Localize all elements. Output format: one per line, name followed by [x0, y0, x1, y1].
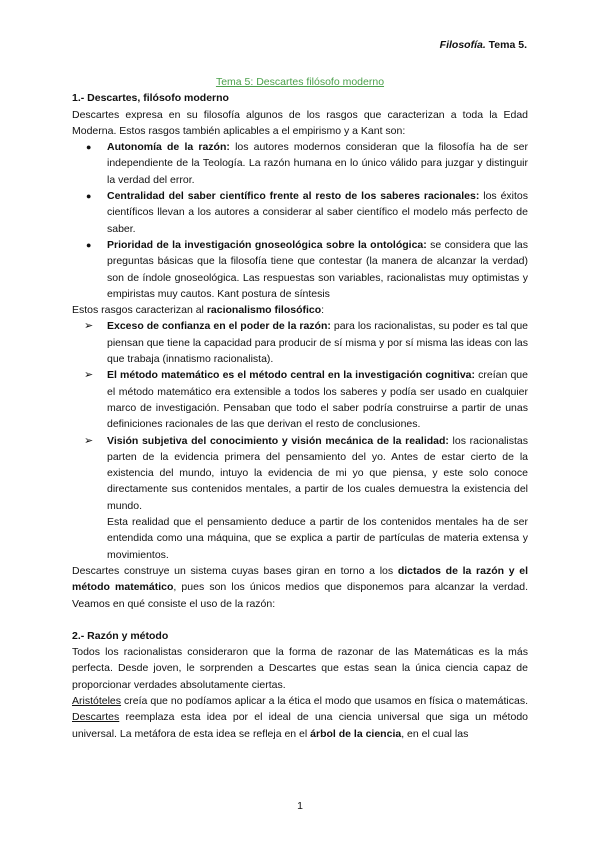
page-title: Tema 5: Descartes filósofo moderno: [215, 76, 385, 88]
section-2-paragraph-2: Aristóteles creía que no podíamos aplicar a la ética el modo que usamos en física o matemáticas. Descartes reemplaza esta idea por el ideal de una ciencia universal que siga un método universal. La metáfora de esta idea se refleja en el árbol de la ciencia, en el cual las: [72, 694, 528, 740]
list-item: ➢ Exceso de confianza en el poder de la razón: para los racionalistas, su poder es tal que piensan que tiene la capacidad para producir de sí misma y por sí misma las ideas con las que trabaja (innatismo racionalista).: [72, 318, 528, 367]
rationalism-traits-list: [72, 318, 528, 514]
header-subject: Filosofía.: [439, 39, 486, 51]
list-item: ● Centralidad del saber científico frente al resto de los saberes racionales: los éxitos científicos llevan a los autores a considerar al saber científico el modelo más perfecto de saber.: [72, 188, 528, 237]
document-body: [72, 74, 528, 742]
section-2-paragraph-1: Todos los racionalistas consideraron que la forma de razonar de las Matemáticas es la más perfecta. Desde joven, le sorprenden a Descartes que estas sean la única ciencia capaz de proporcionar verdades absolutamente ciertas.: [72, 646, 528, 691]
section-2-heading: 2.- Razón y método: [72, 629, 169, 642]
mechanical-reality-paragraph: Esta realidad que el pensamiento deduce a partir de los contenidos mentales ha de ser entendida como una máquina, que se explica a partir de partículas de materia extensa y movimientos.: [107, 516, 528, 561]
list-item: ● Autonomía de la razón: los autores modernos consideran que la filosofía ha de ser independiente de la Teología. La razón humana en lo único válido para juzgar y distinguir la verdad del error.: [72, 139, 528, 188]
list-item: ➢ El método matemático es el método central en la investigación cognitiva: creían que el método matemático era extensible a todos los saberes y podía ser usado en cualquier marco de investigación. Pensaban que todo el saber podría construirse a partir de unas definiciones racionales de las que derivan el resto de conclusiones.: [72, 367, 528, 432]
header-topic: Tema 5.: [488, 39, 527, 51]
section-1-heading: 1.- Descartes, filósofo moderno: [72, 92, 229, 105]
list-item: ➢ Visión subjetiva del conocimiento y visión mecánica de la realidad: los racionalistas parten de la evidencia primera del pensamiento del yo. Antes de estar cierto de la existencia del mundo, intuyo la evidencia de mi yo que piensa, y este solo conoce directamente sus contenidos mentales, a partir de los cuales demuestra la existencia del mundo.: [72, 433, 528, 514]
section-1-intro: Descartes expresa en su filosofía algunos de los rasgos que caracterizan a toda la Edad Moderna. Estos rasgos también aplicables a el empirismo y a Kant son:: [72, 108, 528, 137]
list-item: ● Prioridad de la investigación gnoseológica sobre la ontológica: se considera que las preguntas básicas que la filosofía tiene que contestar (la manera de alcanzar la verdad) son de índole gnoseológica. Las respuestas son variables, racionalistas muy optimistas y empiristas muy cautos. Kant postura de síntesis: [72, 237, 528, 302]
rationalism-intro: Estos rasgos caracterizan al racionalismo filosófico:: [72, 304, 325, 317]
section-1-closing: Descartes construye un sistema cuyas bases giran en torno a los dictados de la razón y el método matemático, pues son los únicos medios que disponemos para alcanzar la verdad. Veamos en qué consiste el uso de la razón:: [72, 564, 529, 610]
page-number: 1: [297, 800, 303, 812]
running-header: [440, 39, 527, 51]
modern-traits-list: [72, 139, 528, 302]
